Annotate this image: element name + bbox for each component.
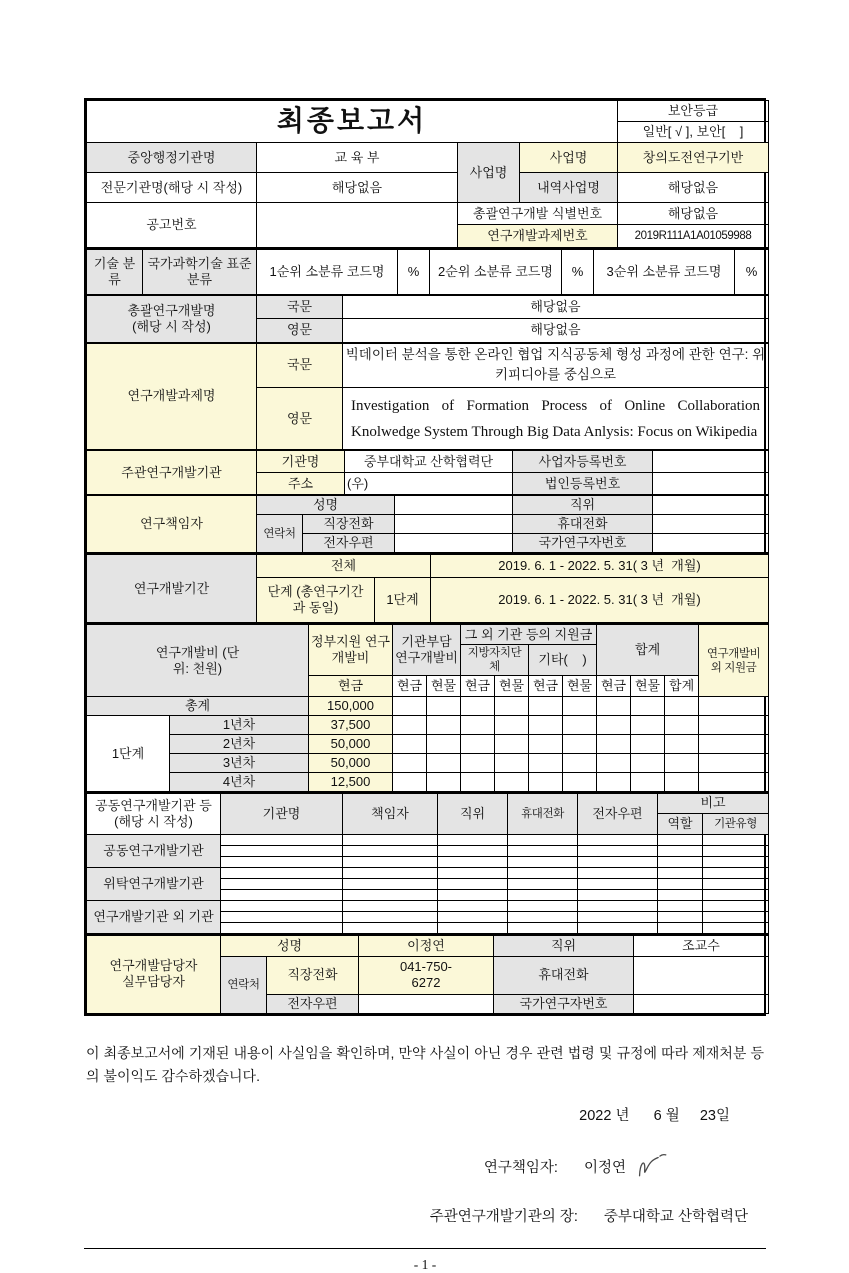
lead-org-name-value: 중부대학교 산학협력단 [345,451,513,473]
org-sign-label: 주관연구개발기관의 장: [429,1208,578,1225]
empty-cell [703,879,769,890]
empty-cell [529,772,563,791]
manager-mobile-value [634,956,769,994]
page-footer [84,1248,766,1273]
empty-cell [631,697,665,716]
empty-cell [508,912,578,923]
empty-cell [461,735,495,754]
empty-cell [343,868,438,879]
security-grade-label: 보안등급 [618,101,769,122]
period-table [86,553,769,623]
partners-group3-label: 연구개발기관 외 기관 [87,901,221,934]
detail-program-value: 해당없음 [618,173,769,203]
empty-cell [703,901,769,912]
partners-head-header: 책임자 [343,793,438,835]
empty-cell [495,697,529,716]
lead-org-name-label: 기관명 [257,451,345,473]
budget-local-label: 지방자치단체 [461,645,529,676]
central-agency-value: 교 육 부 [257,143,458,173]
security-grade-value: 일반[ √ ], 보안[ ] [618,122,769,143]
partners-org-header: 기관명 [221,793,343,835]
lead-org-label: 주관연구개발기관 [87,451,257,495]
pi-mobile-label: 휴대전화 [513,515,653,534]
empty-cell [438,901,508,912]
report-form [84,98,766,1016]
partners-table [86,792,769,935]
period-stage1-label: 1단계 [375,577,431,622]
empty-cell [578,923,658,934]
empty-cell [658,868,703,879]
empty-cell [343,890,438,901]
empty-cell [427,697,461,716]
overall-name-kor-value: 해당없음 [343,295,769,318]
budget-label: 연구개발비 (단위: 천원) [87,624,309,697]
empty-cell [563,735,597,754]
empty-cell [438,857,508,868]
partners-email-header: 전자우편 [578,793,658,835]
empty-cell [221,846,343,857]
empty-cell [578,879,658,890]
empty-cell [658,901,703,912]
empty-cell [578,912,658,923]
empty-cell [495,735,529,754]
empty-cell [578,846,658,857]
empty-cell [665,716,699,735]
empty-cell [597,697,631,716]
empty-cell [508,923,578,934]
period-total-value: 2019. 6. 1 - 2022. 5. 31( 3 년 개월) [431,554,769,577]
budget-etc-cash-header: 현금 [529,676,563,697]
empty-cell [665,697,699,716]
budget-gov-cash-header: 현금 [309,676,393,697]
budget-sum-inkind-header: 현물 [631,676,665,697]
empty-cell [427,716,461,735]
empty-cell [438,890,508,901]
empty-cell [461,772,495,791]
empty-cell [703,846,769,857]
empty-cell [699,716,769,735]
tech-col3-label: 3순위 소분류 코드명 [594,249,735,294]
empty-cell [703,912,769,923]
empty-cell [658,846,703,857]
empty-cell [508,846,578,857]
header-table [86,100,769,248]
footer-rule [84,1248,766,1249]
empty-cell [631,772,665,791]
empty-cell [703,868,769,879]
empty-cell [563,716,597,735]
period-total-label: 전체 [257,554,431,577]
empty-cell [221,868,343,879]
budget-sum-total-header: 합계 [665,676,699,697]
partners-note-header: 비고 [658,793,769,814]
empty-cell [508,879,578,890]
empty-cell [495,753,529,772]
empty-cell [343,846,438,857]
empty-cell [631,716,665,735]
empty-cell [658,879,703,890]
notice-number-value [257,203,458,248]
empty-cell [529,753,563,772]
period-stage-label: 단계 (총연구기간과 동일) [257,577,375,622]
partners-mobile-header: 휴대전화 [508,793,578,835]
org-sign-name: 중부대학교 산학협력단 [603,1208,748,1225]
pi-table [86,495,769,553]
budget-etc-label: 기타( ) [529,645,597,676]
pi-name-label: 성명 [257,496,395,515]
empty-cell [461,753,495,772]
pi-email-label: 전자우편 [303,534,395,553]
empty-cell [343,912,438,923]
budget-total-row-label: 총계 [87,697,309,716]
empty-cell [438,912,508,923]
empty-cell [563,772,597,791]
empty-cell [221,901,343,912]
budget-year1-gov-cash: 37,500 [309,716,393,735]
empty-cell [578,868,658,879]
empty-cell [221,835,343,846]
manager-mobile-label: 휴대전화 [494,956,634,994]
overall-name-eng-label: 영문 [257,318,343,342]
project-name-label: 연구개발과제명 [87,343,257,450]
empty-cell [221,857,343,868]
overall-name-eng-value: 해당없음 [343,318,769,342]
empty-cell [508,901,578,912]
empty-cell [438,835,508,846]
empty-cell [563,697,597,716]
empty-cell [221,912,343,923]
empty-cell [508,890,578,901]
signature-icon [632,1151,672,1182]
empty-cell [343,835,438,846]
empty-cell [393,716,427,735]
tech-col2-label: 2순위 소분류 코드명 [430,249,562,294]
empty-cell [658,890,703,901]
empty-cell [343,901,438,912]
pi-email-value [395,534,513,553]
budget-local-inkind-header: 현물 [495,676,529,697]
tech-col1-pct: % [398,249,430,294]
empty-cell [699,772,769,791]
budget-total-gov-cash: 150,000 [309,697,393,716]
project-name-kor-label: 국문 [257,343,343,388]
budget-year4-gov-cash: 12,500 [309,772,393,791]
overall-id-label: 총괄연구개발 식별번호 [458,203,618,225]
empty-cell [508,857,578,868]
empty-cell [529,735,563,754]
tech-class-table [86,248,769,295]
empty-cell [427,735,461,754]
empty-cell [658,923,703,934]
empty-cell [703,923,769,934]
pi-name-value [395,496,513,515]
manager-researcher-no-value [634,994,769,1013]
lead-org-address-value: (우) [345,473,513,495]
tech-col1-label: 1순위 소분류 코드명 [257,249,398,294]
corp-reg-value [653,473,769,495]
manager-office-phone-label: 직장전화 [267,956,359,994]
empty-cell [221,890,343,901]
tech-col2-pct: % [562,249,594,294]
pi-office-phone-label: 직장전화 [303,515,395,534]
biz-reg-label: 사업자등록번호 [513,451,653,473]
empty-cell [658,912,703,923]
lead-org-table [86,450,769,495]
budget-stage-label: 1단계 [87,716,170,791]
empty-cell [393,753,427,772]
empty-cell [438,846,508,857]
pi-position-value [653,496,769,515]
empty-cell [393,735,427,754]
budget-year2-label: 2년차 [170,735,309,754]
project-name-eng-value: Investigation of Formation Process of Online Collaboration Knolwedge System Through Big Data Anlysis: Focus on Wikipedia [343,388,769,450]
pi-researcher-no-value [653,534,769,553]
manager-name-value: 이정연 [359,935,494,956]
document-title: 최종보고서 [87,101,618,143]
pi-mobile-value [653,515,769,534]
empty-cell [221,879,343,890]
empty-cell [343,857,438,868]
empty-cell [563,753,597,772]
pi-position-label: 직위 [513,496,653,515]
empty-cell [703,890,769,901]
budget-local-cash-header: 현금 [461,676,495,697]
budget-etc-inkind-header: 현물 [563,676,597,697]
budget-org-cash-header: 현금 [393,676,427,697]
empty-cell [495,716,529,735]
detail-program-label: 내역사업명 [520,173,618,203]
partners-group2-label: 위탁연구개발기관 [87,868,221,901]
empty-cell [597,716,631,735]
central-agency-label: 중앙행정기관명 [87,143,257,173]
manager-office-phone-value: 041-750-6272 [359,956,494,994]
empty-cell [597,772,631,791]
empty-cell [427,772,461,791]
program-group-label: 사업명 [458,143,520,203]
empty-cell [658,835,703,846]
budget-org-label: 기관부담 연구개발비 [393,624,461,676]
empty-cell [461,716,495,735]
empty-cell [578,890,658,901]
project-name-kor-value: 빅데이터 분석을 통한 온라인 협업 지식공동체 형성 과정에 관한 연구: 위키피디아를 중심으로 [343,343,769,388]
empty-cell [508,835,578,846]
empty-cell [578,835,658,846]
standard-class-label: 국가과학기술 표준분류 [143,249,257,294]
report-sheet [84,98,766,1273]
budget-gov-label: 정부지원 연구개발비 [309,624,393,676]
empty-cell [461,697,495,716]
empty-cell [665,772,699,791]
declaration-text: 이 최종보고서에 기재된 내용이 사실임을 확인하며, 만약 사실이 아닌 경우 관련 법령 및 규정에 따라 제재처분 등의 불이익도 감수하겠습니다. [86,1044,764,1084]
task-number-label: 연구개발과제번호 [458,225,618,248]
empty-cell [343,879,438,890]
empty-cell [703,835,769,846]
empty-cell [699,697,769,716]
overall-name-label: 총괄연구개발명 (해당 시 작성) [87,295,257,342]
project-name-table [86,343,769,451]
empty-cell [665,735,699,754]
org-signature-line [84,1205,766,1226]
program-value: 창의도전연구기반 [618,143,769,173]
empty-cell [703,857,769,868]
partners-label: 공동연구개발기관 등 (해당 시 작성) [87,793,221,835]
overall-name-kor-label: 국문 [257,295,343,318]
partners-role-header: 역할 [658,814,703,835]
biz-reg-value [653,451,769,473]
manager-position-value: 조교수 [634,935,769,956]
corp-reg-label: 법인등록번호 [513,473,653,495]
empty-cell [438,923,508,934]
budget-extra-label: 연구개발비 외 지원금 [699,624,769,697]
empty-cell [393,697,427,716]
manager-name-label: 성명 [221,935,359,956]
empty-cell [658,857,703,868]
empty-cell [393,772,427,791]
pi-contact-label: 연락처 [257,515,303,553]
program-label: 사업명 [520,143,618,173]
empty-cell [495,772,529,791]
empty-cell [597,753,631,772]
pi-researcher-no-label: 국가연구자번호 [513,534,653,553]
notice-number-label: 공고번호 [87,203,257,248]
empty-cell [438,868,508,879]
budget-year3-label: 3년차 [170,753,309,772]
overall-name-table [86,295,769,343]
empty-cell [221,923,343,934]
budget-year3-gov-cash: 50,000 [309,753,393,772]
empty-cell [597,735,631,754]
empty-cell [343,923,438,934]
budget-table [86,623,769,792]
empty-cell [631,753,665,772]
empty-cell [631,735,665,754]
pi-label: 연구책임자 [87,496,257,553]
empty-cell [699,753,769,772]
pi-office-phone-value [395,515,513,534]
special-agency-value: 해당없음 [257,173,458,203]
partners-group1-label: 공동연구개발기관 [87,835,221,868]
budget-org-inkind-header: 현물 [427,676,461,697]
lead-org-address-label: 주소 [257,473,345,495]
partners-pos-header: 직위 [438,793,508,835]
pi-signature-line [84,1155,766,1179]
pi-sign-label: 연구책임자: [483,1160,558,1177]
manager-label: 연구개발담당자 실무담당자 [87,935,221,1013]
budget-sum-label: 합계 [597,624,699,676]
budget-year2-gov-cash: 50,000 [309,735,393,754]
special-agency-label: 전문기관명(해당 시 작성) [87,173,257,203]
budget-year4-label: 4년차 [170,772,309,791]
pi-sign-name: 이정연 [583,1160,626,1177]
task-number-value: 2019R111A1A01059988 [618,225,769,248]
manager-contact-label: 연락처 [221,956,267,1013]
empty-cell [529,697,563,716]
manager-position-label: 직위 [494,935,634,956]
empty-cell [529,716,563,735]
empty-cell [427,753,461,772]
empty-cell [665,753,699,772]
manager-email-value [359,994,494,1013]
overall-id-value: 해당없음 [618,203,769,225]
report-date: 2022 년 6 월 23일 [579,1107,730,1124]
manager-researcher-no-label: 국가연구자번호 [494,994,634,1013]
tech-class-label: 기술 분류 [87,249,143,294]
empty-cell [578,857,658,868]
period-label: 연구개발기간 [87,554,257,622]
tech-col3-pct: % [735,249,769,294]
empty-cell [699,735,769,754]
empty-cell [508,868,578,879]
empty-cell [438,879,508,890]
manager-email-label: 전자우편 [267,994,359,1013]
manager-table [86,934,769,1013]
budget-sum-cash-header: 현금 [597,676,631,697]
partners-type-header: 기관유형 [703,814,769,835]
budget-other-label: 그 외 기관 등의 지원금 [461,624,597,645]
period-stage1-value: 2019. 6. 1 - 2022. 5. 31( 3 년 개월) [431,577,769,622]
empty-cell [578,901,658,912]
budget-year1-label: 1년차 [170,716,309,735]
project-name-eng-label: 영문 [257,388,343,450]
page-number: - 1 - [413,1256,437,1272]
